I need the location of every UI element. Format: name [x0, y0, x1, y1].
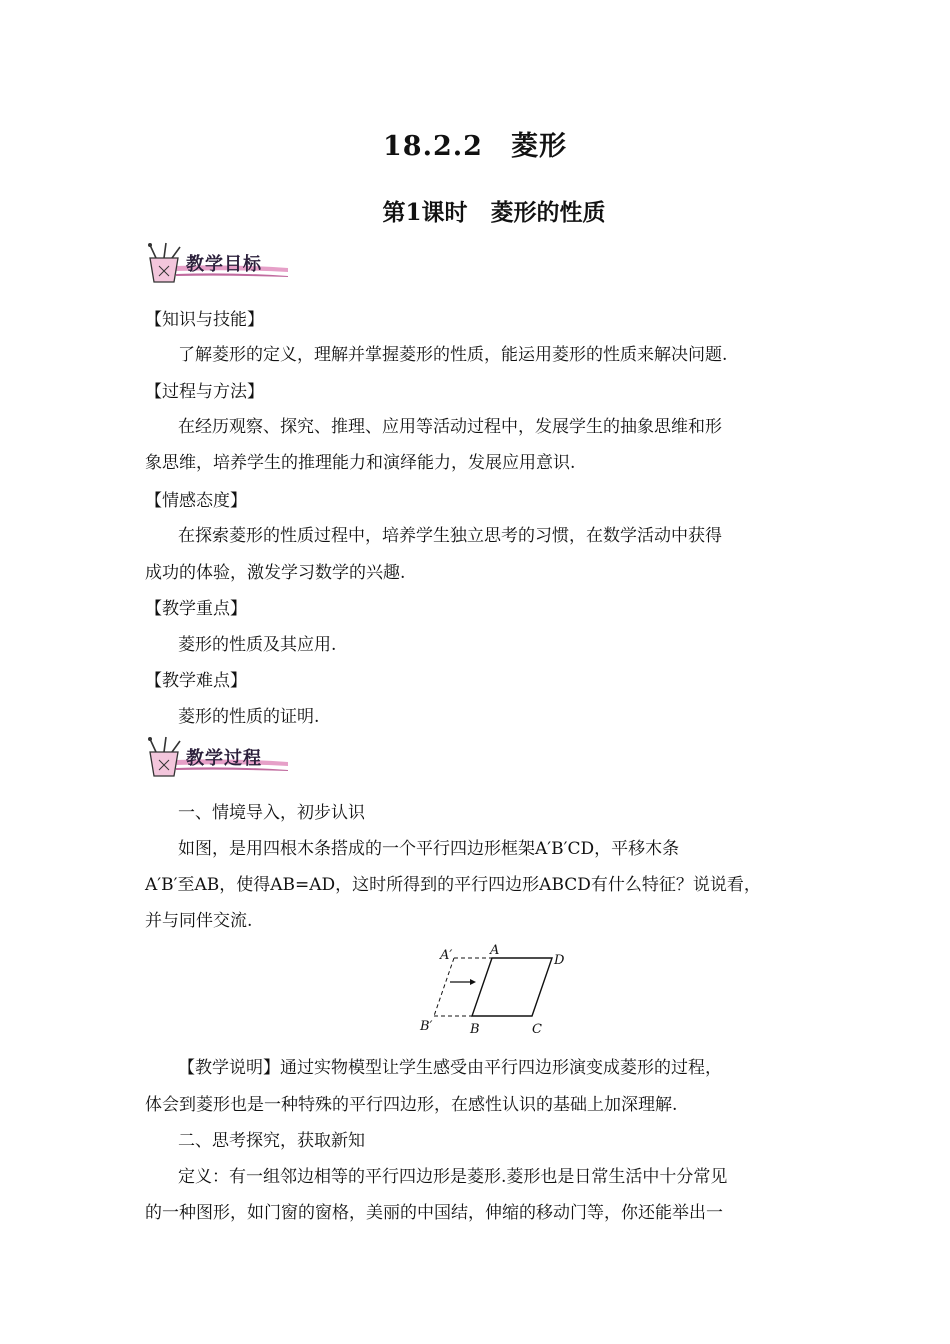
teaching-note-line: 体会到菱形也是一种特殊的平行四边形，在感性认识的基础上加深理解.	[145, 1095, 678, 1115]
heading-difficulty: 【教学难点】	[145, 671, 247, 691]
section-label-process: 教学过程	[186, 748, 262, 769]
label-b: B	[470, 1022, 480, 1035]
label-a: A	[490, 943, 500, 958]
paragraph-line: 成功的体验，激发学习数学的兴趣.	[145, 563, 406, 583]
label-d: D	[554, 953, 565, 968]
section-badge-process	[140, 736, 290, 780]
paragraph-line: A′B′至AB，使得AB=AD，这时所得到的平行四边形ABCD有什么特征？说说看，	[145, 875, 761, 895]
heading-key-point: 【教学重点】	[145, 599, 247, 619]
heading-knowledge: 【知识与技能】	[145, 310, 264, 330]
section-badge-goals	[140, 242, 290, 286]
paragraph-line: 如图，是用四根木条搭成的一个平行四边形框架A′B′CD，平移木条	[178, 839, 680, 859]
paragraph-line: 了解菱形的定义，理解并掌握菱形的性质，能运用菱形的性质来解决问题.	[178, 345, 728, 365]
label-c: C	[532, 1022, 542, 1035]
paragraph-line: 并与同伴交流.	[145, 911, 253, 931]
heading-process-method: 【过程与方法】	[145, 382, 264, 402]
heading-attitude: 【情感态度】	[145, 491, 247, 511]
step1-title: 一、情境导入，初步认识	[178, 803, 365, 823]
teaching-note-line: 【教学说明】通过实物模型让学生感受由平行四边形演变成菱形的过程，	[178, 1058, 722, 1078]
paragraph-line: 在经历观察、探究、推理、应用等活动过程中，发展学生的抽象思维和形	[178, 417, 722, 437]
paragraph-line: 在探索菱形的性质过程中，培养学生独立思考的习惯，在数学活动中获得	[178, 526, 722, 546]
step2-title: 二、思考探究，获取新知	[178, 1131, 365, 1151]
paragraph-line: 定义：有一组邻边相等的平行四边形是菱形.菱形也是日常生活中十分常见	[178, 1167, 728, 1187]
paragraph-line: 象思维，培养学生的推理能力和演绎能力，发展应用意识.	[145, 453, 576, 473]
paragraph-line: 的一种图形，如门窗的窗格，美丽的中国结，伸缩的移动门等，你还能举出一	[145, 1203, 723, 1223]
label-b-prime: B′	[420, 1019, 433, 1034]
paragraph-line: 菱形的性质及其应用.	[178, 635, 337, 655]
page-title: 18.2.2 菱形	[383, 131, 567, 162]
rhombus-abcd	[472, 958, 552, 1016]
arrow-right-icon	[470, 979, 476, 985]
paragraph-line: 菱形的性质的证明.	[178, 707, 320, 727]
lesson-subtitle: 第1课时 菱形的性质	[382, 199, 606, 226]
label-a-prime: A′	[440, 948, 453, 963]
parallelogram-figure	[410, 940, 590, 1035]
section-label-goals: 教学目标	[186, 254, 262, 275]
dashed-left-edge	[434, 958, 454, 1016]
